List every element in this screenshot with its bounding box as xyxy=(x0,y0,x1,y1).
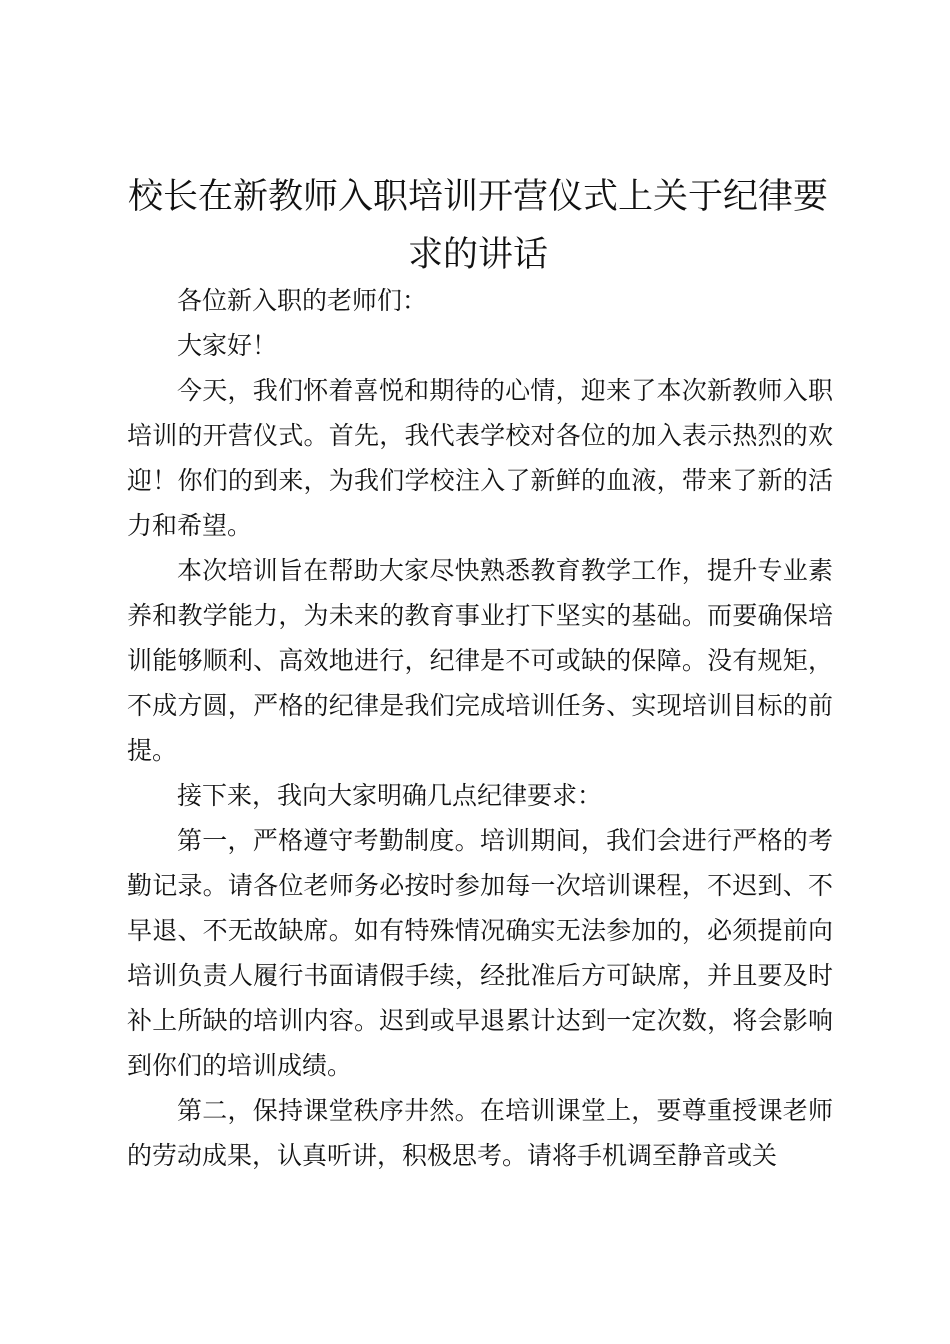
paragraph-opening: 今天，我们怀着喜悦和期待的心情，迎来了本次新教师入职培训的开营仪式。首先，我代表学校对各位的加入表示热烈的欢迎！你们的到来，为我们学校注入了新鲜的血液，带来了新的活力和希望。 xyxy=(127,376,833,540)
document-body xyxy=(127,278,833,1178)
salutation: 各位新入职的老师们： xyxy=(177,286,428,315)
greeting: 大家好！ xyxy=(177,331,278,360)
document-title: 校长在新教师入职培训开营仪式上关于纪律要求的讲话 xyxy=(127,177,828,275)
paragraph-transition: 接下来，我向大家明确几点纪律要求： xyxy=(177,781,603,810)
paragraph-rule-classroom: 第二，保持课堂秩序井然。在培训课堂上，要尊重授课老师的劳动成果，认真听讲，积极思考。请将手机调至静音或关 xyxy=(127,1096,833,1170)
paragraph-purpose: 本次培训旨在帮助大家尽快熟悉教育教学工作，提升专业素养和教学能力，为未来的教育事业打下坚实的基础。而要确保培训能够顺利、高效地进行，纪律是不可或缺的保障。没有规矩，不成方圆，严格的纪律是我们完成培训任务、实现培训目标的前提。 xyxy=(127,556,833,765)
paragraph-rule-attendance: 第一，严格遵守考勤制度。培训期间，我们会进行严格的考勤记录。请各位老师务必按时参加每一次培训课程，不迟到、不早退、不无故缺席。如有特殊情况确实无法参加的，必须提前向培训负责人履行书面请假手续，经批准后方可缺席，并且要及时补上所缺的培训内容。迟到或早退累计达到一定次数，将会影响到你们的培训成绩。 xyxy=(127,826,833,1080)
